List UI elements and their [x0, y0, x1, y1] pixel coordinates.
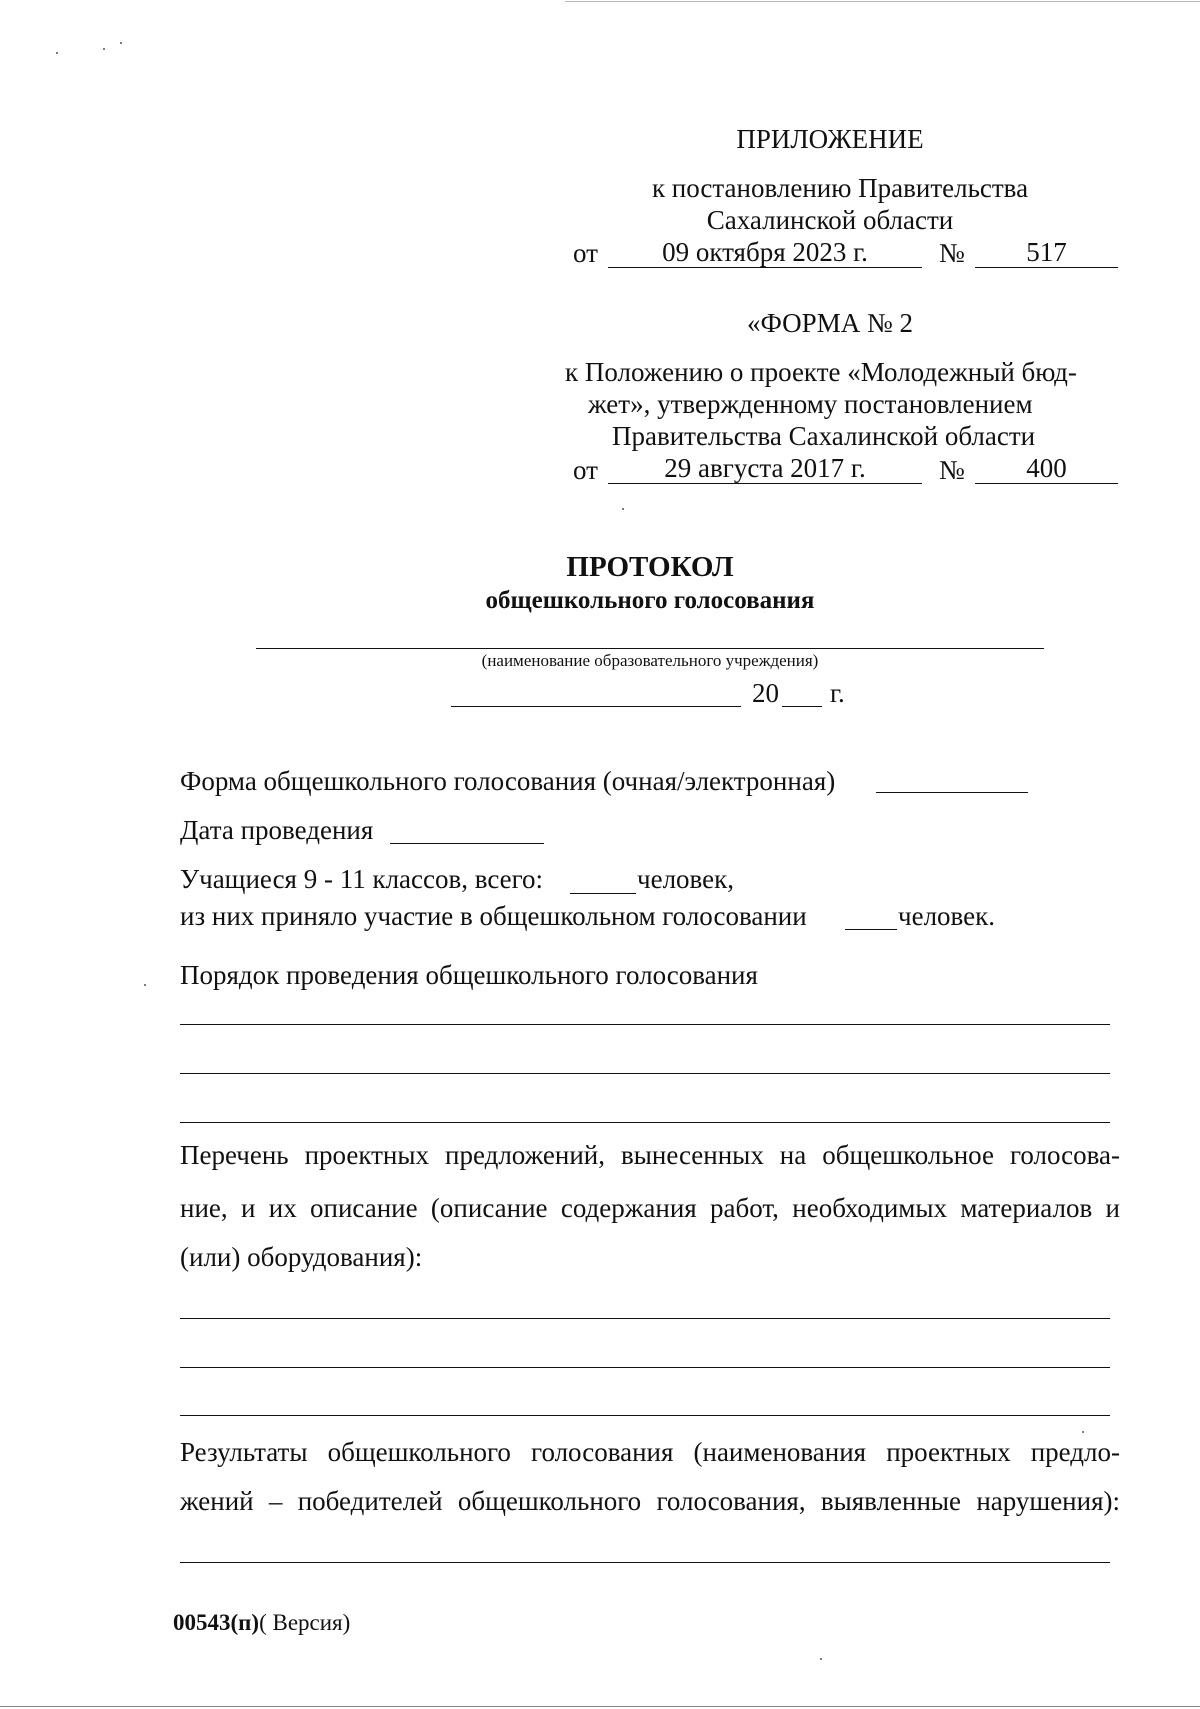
bottom-scan-edge: [0, 1706, 1200, 1707]
appendix-number: 517: [1026, 237, 1067, 267]
appendix-line-1: к постановлению Правительства: [651, 173, 1029, 203]
form-number-label: №: [939, 455, 965, 485]
appendix-date-underline: [608, 267, 922, 268]
form-from-label: от: [573, 455, 598, 485]
form-date: 29 августа 2017 г.: [664, 453, 866, 483]
form-number-underline: [975, 483, 1118, 484]
students-label: Учащиеся 9 - 11 классов, всего:: [180, 864, 544, 894]
results-line-2: жений – победителей общешкольного голосования, выявленные нарушения):: [180, 1486, 1120, 1516]
appendix-from-label: от: [573, 238, 598, 268]
voting-form-label: Форма общешкольного голосования (очная/электронная): [180, 766, 836, 796]
scan-speck: [120, 42, 122, 44]
appendix-number-label: №: [939, 238, 965, 268]
form-date-underline: [608, 483, 922, 484]
scan-speck: [144, 984, 146, 986]
form-line-3: Правительства Сахалинской области: [612, 421, 1036, 451]
footer-version: ( Версия): [259, 1610, 351, 1635]
proposals-answer-line-3: [180, 1415, 1110, 1416]
students-persons: человек,: [637, 864, 734, 894]
scan-speck: [103, 48, 105, 50]
institution-caption: (наименование образовательного учреждения): [481, 651, 819, 670]
results-line-1: Результаты общешкольного голосования (наименования проектных предло-: [180, 1437, 1120, 1467]
procedure-label: Порядок проведения общешкольного голосования: [180, 960, 758, 990]
date-line: [390, 843, 544, 844]
form-line-2: жет», утвержденному постановлением: [588, 389, 1033, 419]
procedure-line-3: [180, 1122, 1110, 1123]
form-title: «ФОРМА № 2: [747, 308, 913, 338]
participated-persons: человек.: [898, 901, 995, 931]
appendix-date: 09 октября 2023 г.: [662, 237, 868, 267]
results-answer-line: [180, 1562, 1110, 1563]
proposals-answer-line-2: [180, 1367, 1110, 1368]
appendix-line-2: Сахалинской области: [706, 205, 954, 235]
scan-speck: [820, 1658, 822, 1660]
year-suffix: г.: [830, 678, 845, 708]
year-prefix: 20: [752, 678, 779, 708]
procedure-line-2: [180, 1073, 1110, 1074]
institution-name-line: [256, 648, 1044, 649]
participated-count-line: [845, 929, 897, 930]
appendix-number-underline: [975, 267, 1118, 268]
form-number: 400: [1026, 453, 1067, 483]
proposals-line-1: Перечень проектных предложений, вынесенных на общешкольное голосова-: [180, 1140, 1120, 1170]
protocol-subtitle: общешкольного голосования: [485, 587, 815, 614]
students-count-line: [570, 893, 636, 894]
scan-speck: [56, 52, 58, 54]
footer-doc-code: 00543(п): [173, 1610, 260, 1635]
appendix-title: ПРИЛОЖЕНИЕ: [736, 124, 924, 154]
scan-edge-line: [565, 1, 1200, 2]
form-line-1: к Положению о проекте «Молодежный бюд-: [565, 357, 1077, 387]
footer-code: [173, 1609, 350, 1637]
proposals-line-3: (или) оборудования):: [180, 1242, 423, 1272]
voting-form-line: [876, 792, 1028, 793]
procedure-line-1: [180, 1024, 1110, 1025]
scan-speck: [1082, 1431, 1084, 1433]
date-label: Дата проведения: [180, 815, 374, 845]
scan-speck: [622, 508, 624, 510]
proposals-line-2: ние, и их описание (описание содержания работ, необходимых материалов и: [180, 1193, 1120, 1223]
year-line: [782, 706, 822, 707]
proposals-answer-line-1: [180, 1318, 1110, 1319]
date-day-line: [451, 706, 741, 707]
protocol-title: ПРОТОКОЛ: [566, 551, 734, 583]
participated-label: из них приняло участие в общешкольном голосовании: [180, 901, 807, 931]
